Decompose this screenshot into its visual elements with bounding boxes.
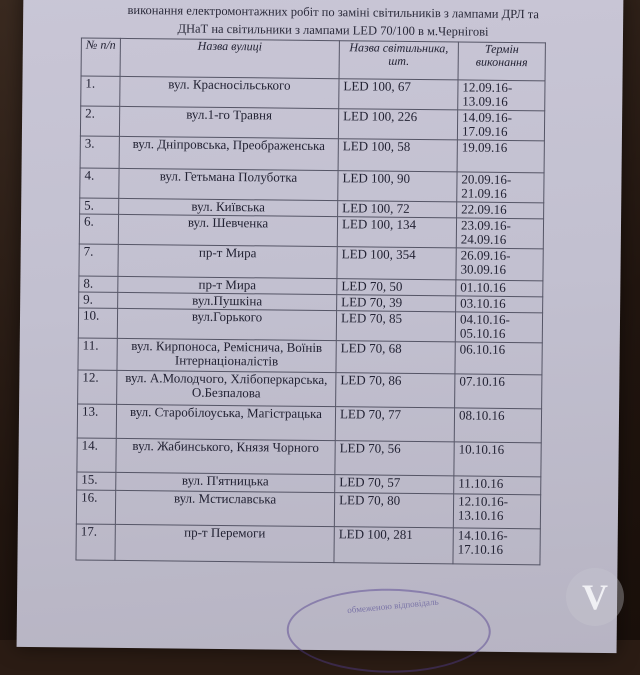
row-street: вул. Старобілоуська, Магістрацька	[116, 404, 335, 440]
row-term: 22.09.16	[457, 202, 544, 219]
row-num: 6.	[79, 214, 118, 244]
row-num: 16.	[76, 490, 115, 524]
row-term: 12.10.16- 13.10.16	[453, 494, 540, 529]
row-num: 9.	[79, 292, 118, 308]
row-num: 15.	[77, 472, 116, 490]
row-lamp: LED 70, 80	[334, 493, 453, 528]
row-num: 17.	[76, 524, 115, 560]
row-street: пр-т Перемоги	[115, 524, 334, 562]
row-lamp: LED 100, 67	[339, 79, 458, 110]
row-num: 12.	[78, 370, 117, 404]
row-num: 3.	[80, 136, 119, 168]
row-lamp: LED 70, 57	[335, 475, 454, 494]
row-street: вул.Пушкіна	[118, 292, 337, 310]
row-term: 12.09.16- 13.09.16	[458, 80, 545, 111]
title-line-2: ДНаТ на світильники з лампами LED 70/100 в м.Чернігові	[177, 21, 489, 39]
row-num: 2.	[80, 106, 119, 136]
row-term: 20.09.16- 21.09.16	[457, 172, 544, 203]
row-lamp: LED 100, 72	[338, 201, 457, 218]
row-lamp: LED 70, 86	[336, 373, 455, 408]
row-term: 14.10.16- 17.10.16	[453, 528, 540, 565]
header-num: № п/п	[81, 38, 120, 76]
row-street: вул.Горького	[117, 308, 336, 340]
row-lamp: LED 70, 39	[337, 295, 456, 312]
row-lamp: LED 70, 85	[336, 311, 455, 342]
title-line-1: виконання електромонтажних робіт по заміні світильників з лампами ДРЛ та	[127, 2, 540, 22]
row-lamp: LED 70, 68	[336, 341, 455, 374]
watermark-logo: V	[566, 568, 624, 626]
row-lamp: LED 100, 90	[338, 171, 457, 202]
table-row	[76, 524, 540, 565]
table-row	[81, 76, 545, 111]
row-street: вул. Мстиславська	[115, 490, 334, 526]
row-street: вул. Кирпоноса, Ремісничa, Воїнів Інтернаціоналістів	[117, 338, 336, 372]
row-street: вул. Шевченка	[118, 214, 337, 246]
row-street: вул. А.Молодчого, Хлібоперкарська, О.Безпалова	[117, 370, 336, 406]
row-lamp: LED 100, 281	[334, 527, 453, 564]
row-lamp: LED 100, 226	[338, 109, 457, 140]
table-body	[76, 76, 545, 565]
row-term: 07.10.16	[455, 374, 542, 409]
header-term: Термін виконання	[458, 42, 545, 81]
row-num: 11.	[78, 338, 117, 370]
table-row	[77, 404, 541, 443]
row-lamp: LED 100, 354	[337, 247, 456, 280]
row-term: 03.10.16	[456, 296, 543, 313]
row-term: 08.10.16	[454, 408, 541, 443]
row-term: 14.09.16- 17.09.16	[457, 110, 544, 141]
row-term: 04.10.16- 05.10.16	[455, 312, 542, 343]
table-row	[79, 244, 543, 281]
table-row	[78, 370, 542, 409]
row-street: вул. Гетьмана Полуботка	[119, 168, 338, 200]
header-street: Назва вулиці	[120, 38, 339, 78]
row-num: 8.	[79, 276, 118, 292]
row-lamp: LED 70, 50	[337, 279, 456, 296]
table-row	[80, 136, 544, 173]
table-row	[77, 438, 541, 477]
row-term: 11.10.16	[454, 476, 541, 495]
row-lamp: LED 100, 134	[337, 217, 456, 248]
row-term: 19.09.16	[457, 140, 544, 173]
row-street: пр-т Мира	[118, 244, 337, 278]
row-lamp: LED 100, 58	[338, 139, 457, 172]
row-num: 5.	[80, 198, 119, 214]
row-num: 4.	[80, 168, 119, 198]
row-street: вул. Київська	[119, 198, 338, 216]
row-term: 26.09.16- 30.09.16	[456, 248, 543, 281]
row-street: пр-т Мира	[118, 276, 337, 294]
row-term: 23.09.16- 24.09.16	[456, 218, 543, 249]
stamp-text: обмеженою відповідаль	[346, 596, 439, 616]
row-street: вул. Дніпровська, Преображенська	[119, 136, 338, 170]
table-row	[79, 214, 543, 249]
row-num: 7.	[79, 244, 118, 276]
row-num: 13.	[77, 404, 116, 438]
document-sheet	[17, 0, 624, 653]
row-num: 1.	[81, 76, 120, 106]
table-row	[76, 490, 540, 529]
row-street: вул.1-го Травня	[119, 106, 338, 138]
row-term: 01.10.16	[456, 280, 543, 297]
header-lamp: Назва світильника, шт.	[339, 41, 458, 80]
row-num: 10.	[78, 308, 117, 338]
row-street: вул. П'ятницька	[116, 472, 335, 492]
works-table	[75, 37, 545, 565]
row-term: 10.10.16	[454, 442, 541, 477]
table-header-row	[81, 38, 545, 81]
row-num: 14.	[77, 438, 116, 472]
row-street: вул. Красносільського	[120, 76, 339, 108]
table-row	[80, 168, 544, 203]
row-term: 06.10.16	[455, 342, 542, 375]
row-street: вул. Жабинського, Князя Чорного	[116, 438, 335, 474]
row-lamp: LED 70, 77	[335, 407, 454, 442]
row-lamp: LED 70, 56	[335, 441, 454, 476]
